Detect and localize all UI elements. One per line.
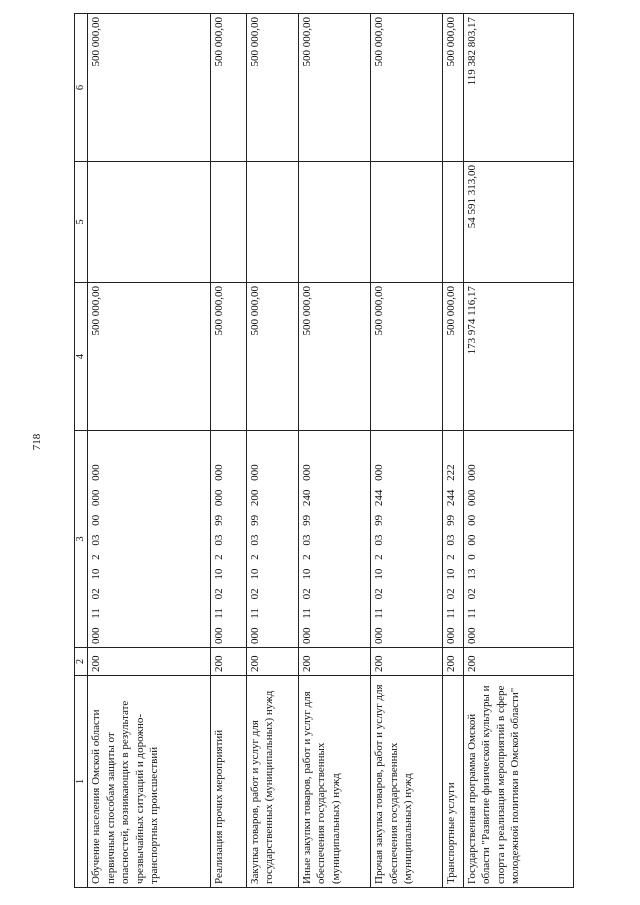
row-col2: 200 xyxy=(443,648,463,676)
page-number: 718 xyxy=(31,433,43,451)
row-name: Иные закупки товаров, работ и услуг для обеспечения государственных (муниципальных) нужд xyxy=(298,676,370,888)
header-cell: 4 xyxy=(75,283,88,431)
row-col5 xyxy=(246,162,298,283)
row-col2: 200 xyxy=(88,648,211,676)
row-col6: 500 000,00 xyxy=(298,14,370,162)
row-code: 000 11 02 10 2 03 99 240 000 xyxy=(298,431,370,648)
header-row xyxy=(75,14,88,888)
header-cell: 5 xyxy=(75,162,88,283)
table-row xyxy=(298,14,370,888)
row-name: Обучение населения Омской области первичным способам защиты от опасностей, возникающих в результате чрезвычайных ситуаций и дорожно-транспортных происшествий xyxy=(88,676,211,888)
row-col5 xyxy=(210,162,246,283)
header-cell: 2 xyxy=(75,648,88,676)
row-col2: 200 xyxy=(298,648,370,676)
row-col6: 500 000,00 xyxy=(210,14,246,162)
row-name: Прочая закупка товаров, работ и услуг для обеспечения государственных (муниципальных) нужд xyxy=(371,676,443,888)
row-name: Закупка товаров, работ и услуг для государственных (муниципальных) нужд xyxy=(246,676,298,888)
table-row xyxy=(210,14,246,888)
row-col2: 200 xyxy=(371,648,443,676)
row-col6: 119 382 803,17 xyxy=(463,14,573,162)
row-code: 000 11 02 10 2 03 00 000 000 xyxy=(88,431,211,648)
row-col4: 500 000,00 xyxy=(443,283,463,431)
header-cell: 1 xyxy=(75,676,88,888)
row-code: 000 11 02 10 2 03 99 200 000 xyxy=(246,431,298,648)
row-col5 xyxy=(443,162,463,283)
budget-table xyxy=(74,13,574,888)
table-row xyxy=(443,14,463,888)
table-row xyxy=(463,14,573,888)
row-name: Реализация прочих мероприятий xyxy=(210,676,246,888)
row-name: Государственная программа Омской области "Развитие физической культуры и спорта и реализация мероприятий в сфере молодежной политики в Омской области" xyxy=(463,676,573,888)
row-col5 xyxy=(298,162,370,283)
table-row xyxy=(371,14,443,888)
budget-table-container xyxy=(74,14,574,888)
header-cell: 3 xyxy=(75,431,88,648)
row-col4: 500 000,00 xyxy=(88,283,211,431)
row-code: 000 11 02 10 2 03 99 244 000 xyxy=(371,431,443,648)
table-row xyxy=(88,14,211,888)
row-code: 000 11 02 13 0 00 00 000 000 xyxy=(463,431,573,648)
row-col2: 200 xyxy=(463,648,573,676)
row-code: 000 11 02 10 2 03 99 244 222 xyxy=(443,431,463,648)
row-col5 xyxy=(88,162,211,283)
row-col4: 500 000,00 xyxy=(210,283,246,431)
row-col4: 500 000,00 xyxy=(246,283,298,431)
row-col6: 500 000,00 xyxy=(371,14,443,162)
row-col2: 200 xyxy=(210,648,246,676)
row-col4: 173 974 116,17 xyxy=(463,283,573,431)
row-col5: 54 591 313,00 xyxy=(463,162,573,283)
row-col6: 500 000,00 xyxy=(443,14,463,162)
row-col6: 500 000,00 xyxy=(246,14,298,162)
header-cell: 6 xyxy=(75,14,88,162)
row-name: Транспортные услуги xyxy=(443,676,463,888)
row-code: 000 11 02 10 2 03 99 000 000 xyxy=(210,431,246,648)
row-col5 xyxy=(371,162,443,283)
row-col4: 500 000,00 xyxy=(298,283,370,431)
row-col6: 500 000,00 xyxy=(88,14,211,162)
row-col4: 500 000,00 xyxy=(371,283,443,431)
table-row xyxy=(246,14,298,888)
row-col2: 200 xyxy=(246,648,298,676)
